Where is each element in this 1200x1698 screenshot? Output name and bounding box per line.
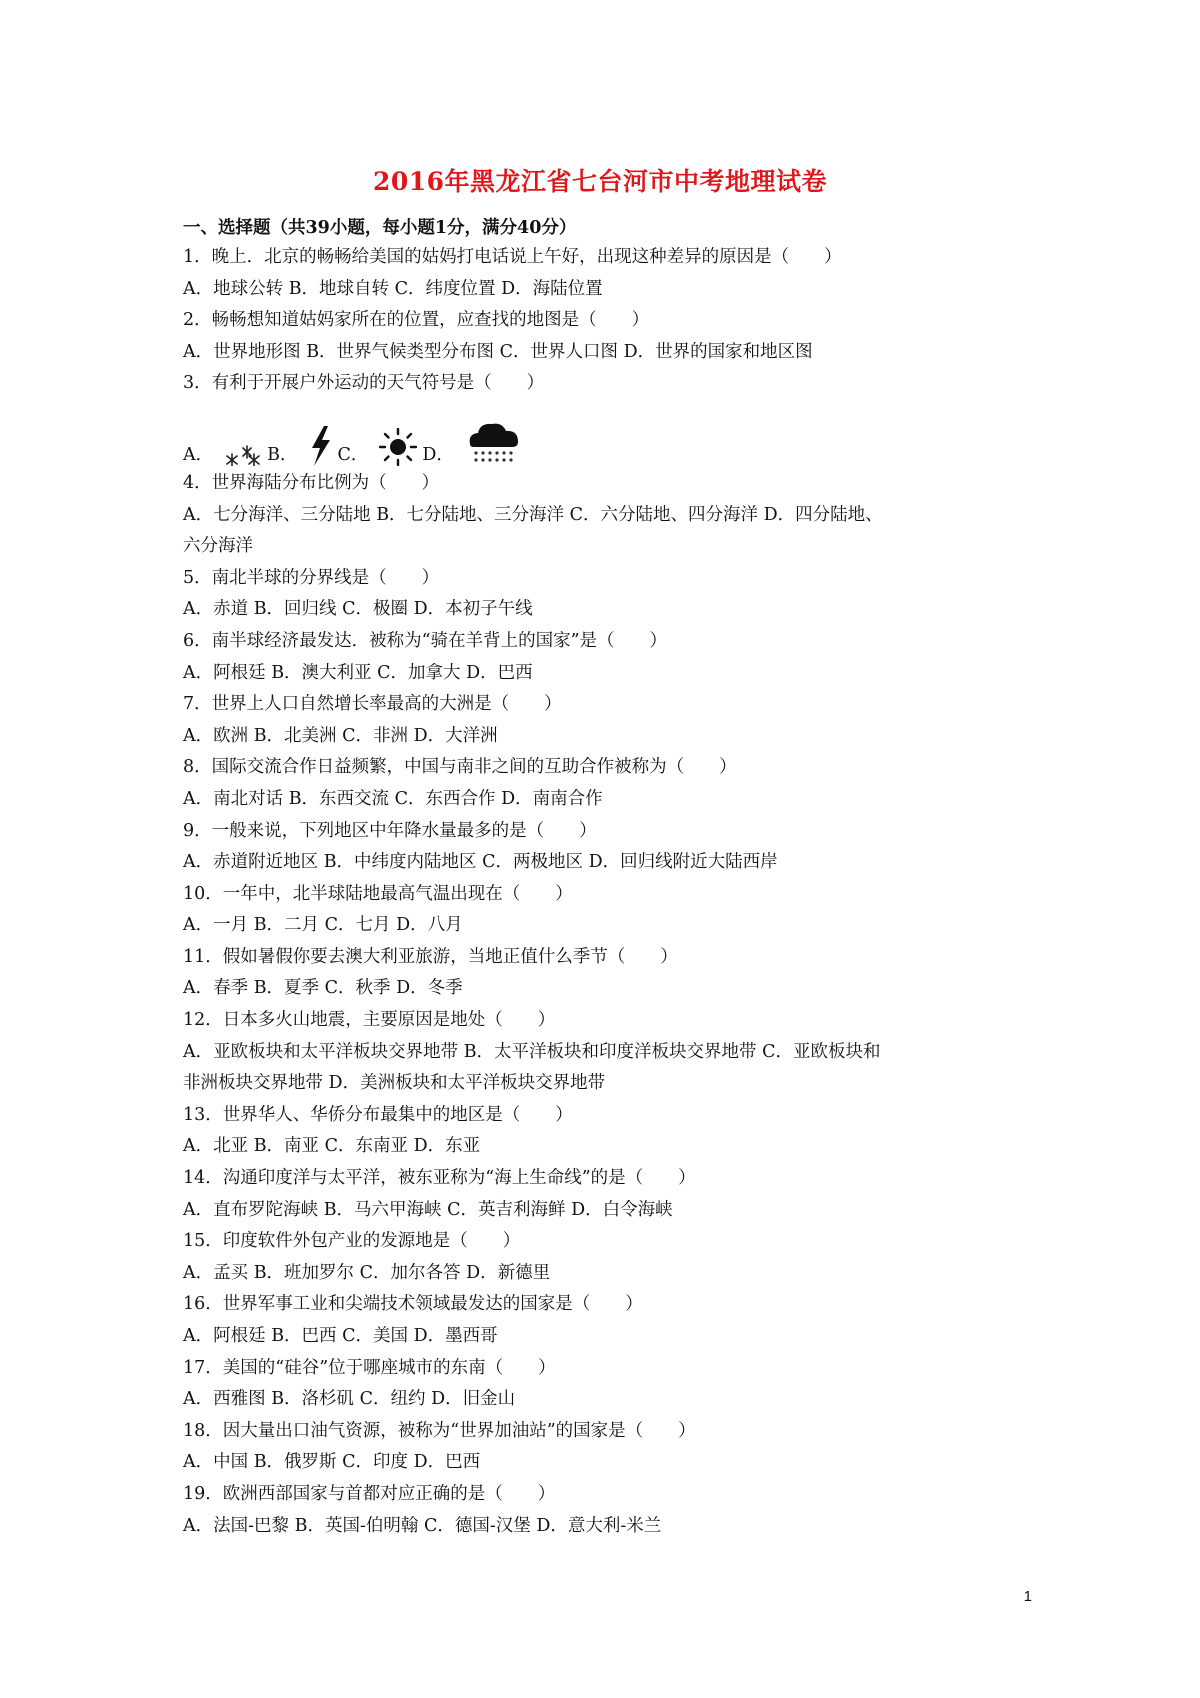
question-line: 12．日本多火山地震，主要原因是地处（ ）	[183, 1010, 556, 1031]
question-line: 6．南半球经济最发达．被称为“骑在羊背上的国家”是（ ）	[183, 630, 668, 651]
option-line: A．七分海洋、三分陆地 B．七分陆地、三分海洋 C．六分陆地、四分海洋 D．四分陆地、	[183, 504, 883, 525]
option-line: A．地球公转 B．地球自转 C．纬度位置 D．海陆位置	[183, 278, 603, 299]
question-line: 8．国际交流合作日益频繁，中国与南非之间的互助合作被称为（ ）	[183, 757, 737, 778]
q3-option-a	[183, 441, 263, 466]
option-line: A．赤道附近地区 B．中纬度内陆地区 C．两极地区 D．回归线附近大陆西岸	[183, 852, 778, 873]
option-label: D．	[422, 444, 454, 465]
question-line: 1．晚上．北京的畅畅给美国的姑妈打电话说上午好，出现这种差异的原因是（ ）	[183, 247, 842, 267]
option-line: A．北亚 B．南亚 C．东南亚 D．东亚	[183, 1136, 481, 1157]
snow-icon	[223, 442, 263, 466]
question-line: 4．世界海陆分布比例为（ ）	[183, 472, 440, 493]
option-line: A．直布罗陀海峡 B．马六甲海峡 C．英吉利海鲜 D．白令海峡	[183, 1199, 673, 1220]
q3-option-d	[422, 420, 522, 466]
sunny-icon	[378, 428, 418, 466]
question-line: 2．畅畅想知道姑妈家所在的位置，应查找的地图是（ ）	[183, 310, 650, 331]
snow-cloud-icon	[464, 420, 522, 466]
option-line: A．中国 B．俄罗斯 C．印度 D．巴西	[183, 1452, 481, 1473]
question-line: 3．有利于开展户外运动的天气符号是（ ）	[183, 373, 545, 394]
q3-options	[183, 400, 1043, 468]
question-line: 16．世界军事工业和尖端技术领域最发达的国家是（ ）	[183, 1294, 643, 1315]
option-label: C．	[337, 444, 369, 465]
option-line: A．阿根廷 B．巴西 C．美国 D．墨西哥	[183, 1326, 498, 1346]
option-line: A．西雅图 B．洛杉矶 C．纽约 D．旧金山	[183, 1389, 516, 1410]
question-line: 7．世界上人口自然增长率最高的大洲是（ ）	[183, 694, 562, 715]
question-line: 14．沟通印度洋与太平洋，被东亚称为“海上生命线”的是（ ）	[183, 1168, 696, 1189]
option-line: A．孟买 B．班加罗尔 C．加尔各答 D．新德里	[183, 1262, 551, 1283]
question-list	[183, 242, 1043, 1542]
section-heading: 一、选择题（共39小题，每小题1分，满分40分）	[183, 218, 577, 238]
option-line: A．世界地形图 B．世界气候类型分布图 C．世界人口图 D．世界的国家和地区图	[183, 341, 813, 362]
option-line: A．欧洲 B．北美洲 C．非洲 D．大洋洲	[183, 725, 498, 746]
option-line: A．南北对话 B．东西交流 C．东西合作 D．南南合作	[183, 788, 603, 809]
question-line: 17．美国的“硅谷”位于哪座城市的东南（ ）	[183, 1357, 556, 1378]
option-line: A．法国-巴黎 B．英国-伯明翰 C．德国-汉堡 D．意大利-米兰	[183, 1515, 662, 1536]
question-line: 9．一般来说，下列地区中年降水量最多的是（ ）	[183, 820, 597, 841]
page-title: 2016年黑龙江省七台河市中考地理试卷	[372, 167, 828, 196]
q3-option-b	[267, 426, 333, 466]
question-line: 15．印度软件外包产业的发源地是（ ）	[183, 1231, 521, 1252]
option-line: 非洲板块交界地带 D．美洲板块和太平洋板块交界地带	[183, 1073, 606, 1094]
q3-option-c	[338, 428, 419, 466]
lightning-icon	[308, 426, 334, 466]
question-line: 18．因大量出口油气资源，被称为“世界加油站”的国家是（ ）	[183, 1420, 696, 1441]
question-line: 5．南北半球的分界线是（ ）	[183, 567, 440, 588]
option-line: 六分海洋	[183, 536, 253, 557]
question-line: 10．一年中，北半球陆地最高气温出现在（ ）	[183, 883, 573, 904]
question-line: 11．假如暑假你要去澳大利亚旅游，当地正值什么季节（ ）	[183, 946, 678, 967]
question-line: 19．欧洲西部国家与首都对应正确的是（ ）	[183, 1483, 556, 1504]
option-line: A．春季 B．夏季 C．秋季 D．冬季	[183, 978, 463, 999]
option-label: A．	[183, 444, 214, 465]
question-line: 13．世界华人、华侨分布最集中的地区是（ ）	[183, 1104, 573, 1125]
option-line: A．阿根廷 B．澳大利亚 C．加拿大 D．巴西	[183, 662, 533, 683]
option-line: A．一月 B．二月 C．七月 D．八月	[183, 915, 463, 936]
option-line: A．亚欧板块和太平洋板块交界地带 B．太平洋板块和印度洋板块交界地带 C．亚欧板块和	[183, 1041, 881, 1062]
option-label: B．	[267, 444, 298, 465]
option-line: A．赤道 B．回归线 C．极圈 D．本初子午线	[183, 599, 533, 620]
page-number: 1	[1023, 1588, 1032, 1605]
